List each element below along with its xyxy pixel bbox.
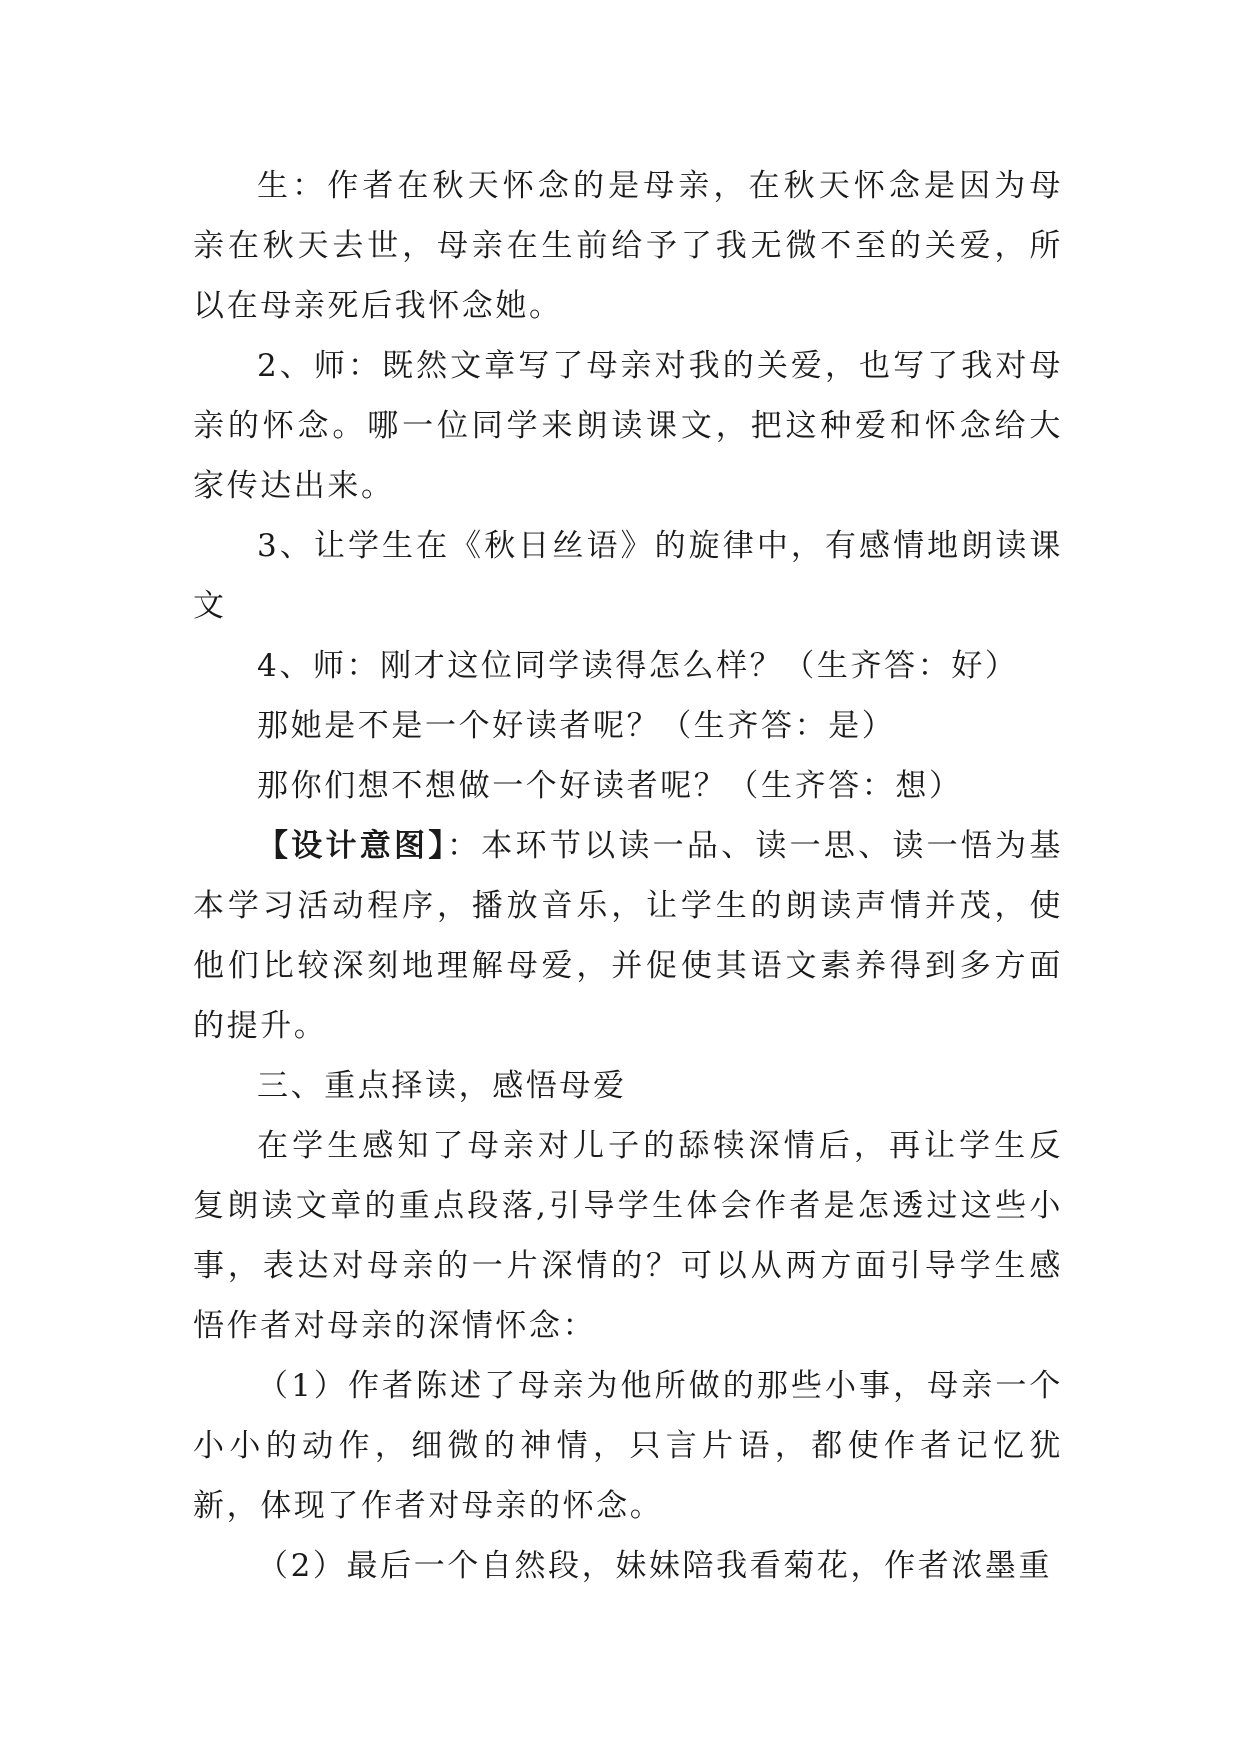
paragraph: 那你们想不想做一个好读者呢？（生齐答：想） <box>257 768 963 804</box>
list-item: （1）作者陈述了母亲为他所做的那些小事，母亲一个小小的动作，细微的神情，只言片语，都使作者记忆犹新，体现了作者对母亲的怀念。 <box>193 1368 1063 1524</box>
paragraph: 2、师：既然文章写了母亲对我的关爱，也写了我对母亲的怀念。哪一位同学来朗读课文，把这种爱和怀念给大家传达出来。 <box>193 348 1063 504</box>
paragraph: 在学生感知了母亲对儿子的舔犊深情后，再让学生反复朗读文章的重点段落,引导学生体会作者是怎透过这些小事，表达对母亲的一片深情的？可以从两方面引导学生感悟作者对母亲的深情怀念： <box>193 1128 1063 1344</box>
document-body <box>193 156 1063 1596</box>
list-item: （2）最后一个自然段，妹妹陪我看菊花，作者浓墨重 <box>257 1548 1053 1584</box>
design-intent-text: ：本环节以读一品、读一思、读一悟为基本学习活动程序，播放音乐，让学生的朗读声情并茂，使他们比较深刻地理解母爱，并促使其语文素养得到多方面的提升。 <box>193 828 1063 1044</box>
paragraph: 那她是不是一个好读者呢？（生齐答：是） <box>257 708 896 744</box>
design-intent-label: 【设计意图】 <box>257 828 448 864</box>
paragraph: 4、师：刚才这位同学读得怎么样？（生齐答：好） <box>257 648 1019 684</box>
section-heading: 三、重点择读，感悟母爱 <box>257 1068 627 1104</box>
design-intent-paragraph <box>193 816 1063 1056</box>
paragraph: 生：作者在秋天怀念的是母亲，在秋天怀念是因为母亲在秋天去世，母亲在生前给予了我无微不至的关爱，所以在母亲死后我怀念她。 <box>193 168 1063 324</box>
paragraph: 3、让学生在《秋日丝语》的旋律中，有感情地朗读课文 <box>193 528 1063 624</box>
